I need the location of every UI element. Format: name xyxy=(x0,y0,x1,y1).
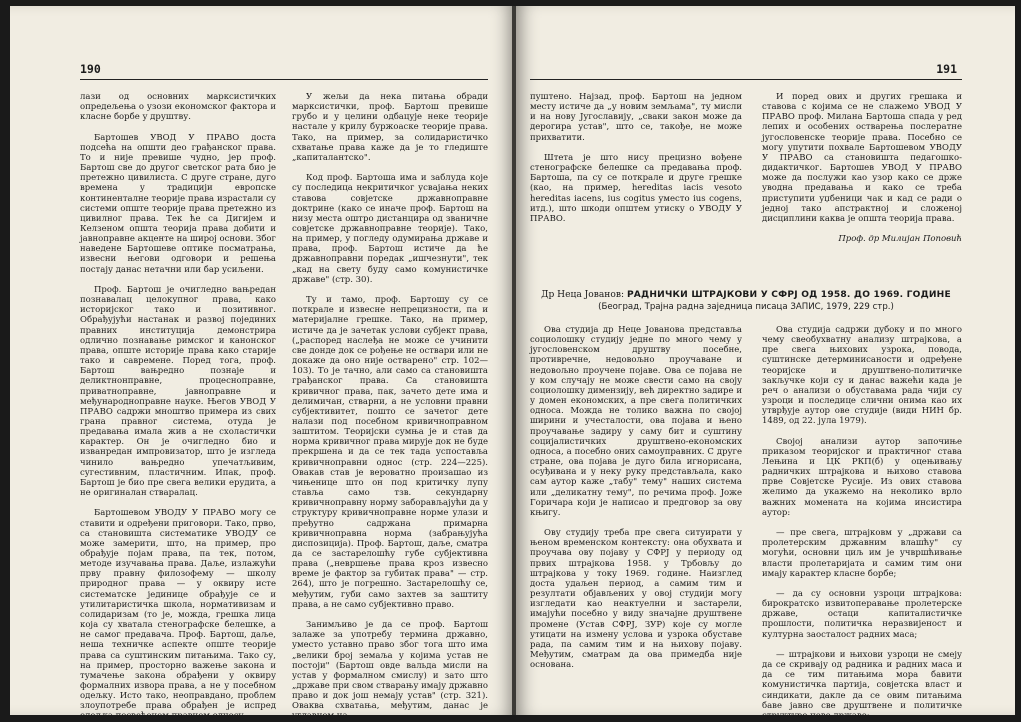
paragraph: У жељи да нека питања обради марксистички, проф. Бартош превише грубо и у целини одбацује неке теорије настале у крилу буржоаске теорије права. Тако, на пример, за солидаристичко схватање права каже да је то гледиште „капиталантско". xyxy=(292,92,488,163)
review-publication: (Београд, Трајна радна заједница писаца ЗАПИС, 1979, 229 стр.) xyxy=(598,301,894,312)
right-top-column-2 xyxy=(762,92,962,244)
paragraph: Бартошевом УВОДУ У ПРАВО могу се ставити и одређени приговори. Тако, прво, са становишта систематике УВОДУ се може замерити, што, на пример, про обрађује појам права, па тек, потом, методе изучавања права. Даље, излажући прву правну филозофему — школу природног права — у оквиру исте систематске јединице обрађује се и утилитаристичка школа, нормативизам и солидаризам (то је, можда, грешка лица која су хватала стенографске белешке, а не самог предавача. Проф. Бартош, даље, неша техничке аспекте опште теорије права са суштинским питањима. Тако су, на пример, просторно важење закона и тумачење закона обрађени у оквиру формалних извора права, а не у посебном одељку. Исто тако, неоправдано, проблем злоупотребе права обрађен је испред одељка посвећеном правном односу. xyxy=(80,508,276,722)
review-heading xyxy=(530,290,962,313)
header-rule xyxy=(530,79,962,80)
paragraph: И поред ових и других грешака и ставова с којима се не слажемо УВОД У ПРАВО проф. Милана Бартоша спада у ред лепих и особених остварења послератне југословенске теорије права. Посебно се могу упутити похвале Бартошевом УВОДУ У ПРАВО са становишта педагошко-дидактичког. Бартошев УВОД У ПРАВО може да послужи као узор како се држе уводна предавања и како се треба приступити уџбеници чак и кад се ради о једној тако апстрактној и сложеној дисциплини каква је општа теорија права. xyxy=(762,92,962,224)
page-number: 191 xyxy=(936,62,957,76)
paragraph: Бартошев УВОД У ПРАВО доста подсећа на општи део грађанског права. То и није превише чудно, јер проф. Бартош све до другог светског рата био је претежно цивилиста. С друге стране, дуго времена у традицији европске континенталне теорије права израстали су системи опште теорије права претежно из цивилног права. Тек ће са Дигијем и Келзеном општа теорија права добити и јавноправне акценте на широј основи. Због наведене Бартошеве оптике посматрања, извесни његови одговори и решења постају данас нетачни или бар усиљени. xyxy=(80,132,277,275)
paragraph: пуштено. Најзад, проф. Бартош на једном месту истиче да „у новим земљама", ту мисли и на нову Југославију, „сваки закон може да дерогира устав", што се, такође, не може прихватити. xyxy=(530,92,742,143)
review-title: РАДНИЧКИ ШТРАЈКОВИ У СФРЈ ОД 1958. ДО 1969. ГОДИНЕ xyxy=(626,290,951,300)
right-page xyxy=(516,6,1015,721)
paragraph: Проф. Бартош је очигледно вањредан познавалац целокупног права, како историјског тако и позитивног. Обрађујући настанак и развој појединих правних институција демонстрира одлично познавање римског и канонског права, опште историје права како старије тако и савремене. Поред тога, проф. Бартош вањредно познаје и деликтнонправне, процесноправне, приватноправне, јавноправне и међународноправне науке. Његов УВОД У ПРАВО садржи мноштво примера из свих грана правног система, отуда је предавања имала жив а не схоластички карактер. Он је очигледно био и изванредан импровизатор, што је изгледа чинило вањредно упечатљивим, сугестивним, пластичним. Ипак, проф. Бартош је био пре свега велики ерудита, а не оригиналан стваралац. xyxy=(80,284,276,499)
paragraph: Ова студија садржи дубоку и по много чему свеобухватну анализу штрајкова, а пре свега њихових узрока, повода, суштинске детерминисаности и одређене теоријске и друштвено-политичке закључке који су и данас важећи када је реч о анализи о обуставама рада чији су узроци и последице слични онима као их утврђује аутор ове студије (види НИН бр. 1489, од 22. јула 1979). xyxy=(762,325,962,427)
left-column-2 xyxy=(292,92,488,722)
right-bottom-column-1 xyxy=(530,325,742,670)
paragraph: лази од основних марксистичких опредељења о узози економског фактора и класне борбе у друштву. xyxy=(80,92,276,123)
paragraph: Занимљиво је да се проф. Бартош залаже за употребу термина државно, уместо уставно право због тога што има „велики број земаља у којима устав не постоји" (Бартош овде вальда мисли на устав у формалном смислу) и зато што „државе при свом стварању имају државно право и док још немају устав" (стр. 321). Оваква схватања, међутим, данас је углавном на- xyxy=(292,620,488,722)
paragraph: Својој анализи аутор започиње приказом теоријског и практичног става Лењина и ЦК РКП(б) у оцењивању радничких штрајкова и њихово ставова прве Совјетске Русије. Из ових ставова желимо да укажемо на неколико врло важних момената на којима инсистира аутор: xyxy=(762,436,962,518)
paragraph: — пре свега, штрајковм у „држави са пролетерским државним влашћу" су могући, основни циљ им је учвршћивање власти пролетаријата и самим тим они имају карактер класне борбе; xyxy=(762,528,962,579)
review-author: Др Неца Јованов: xyxy=(541,290,625,300)
paragraph: Ту и тамо, проф. Бартошу су се поткрале и извесне непрецизности, па и материјалне грешке. Тако, на пример, истиче да је зачетак услови субјект права, („распоред наслеђа не може се учинити све донде док се рођење не оствари или не докаже да оно није остварено" стр. 102—103). То је тачно, али само са становишта грађанског права. Са становишта кривичног права, пак, зачето дете има и делимичан, стварни, а не условни правни субјективитет, пошто се зачетог дете налази под посебном кривичноправном заштитом. Теоријски сумња је и став да норма кривичног права мирује док не буде прекршена и да се тек тада успоставља кривичноправни однос (стр. 224—225). Овакав став је вероватно произашао из чињенице што он под критичку лупу ставља само тзв. секундарну кривичноправну норму заборављајући да у структуру кривичноправне норме улази и пређутно садржана примарна кривичноправна норма (забрањујућа диспозиција). Проф. Бартош, даље, сматра да се застарелошћу губе субјективна права („невршење права кроз извесно време је фактор за губитак права" — стр. 264), што је погрешно. Застарелошћу се, међутим, губи само захтев за заштиту права, а не само субјективно право. xyxy=(292,295,488,610)
right-top-column-1 xyxy=(530,92,742,224)
paragraph: Код проф. Бартоша има и заблуда које су последица некритичког усвајања неких ставова совјетске државноправне доктрине (како се иначе проф. Бартош на низу места оштро дистанцира од званичне совјетске државноправне теорије). Тако, на пример, у погледу одумирања државе и права, проф. Бартош истиче да ће државноправни поредак „ишчезнути", тек „кад на свету буду само комунистичке државе" (стр. 30). xyxy=(292,173,488,285)
review-signature: Проф. др Милијан Поповић xyxy=(838,234,962,245)
left-page xyxy=(10,6,514,722)
page-number: 190 xyxy=(80,62,101,76)
paragraph: — да су основни узроци штрајкова: бирократско извитоперавање пролетерске државе, остаци капиталистичке прошлости, политичка неразвијеност и културна заосталост радних маса; xyxy=(762,589,962,640)
right-bottom-column-2 xyxy=(762,325,962,721)
paragraph: Штета је што нису прецизно вођене стенографске белешке са предавања проф. Бартоша, па су се поткрале и друге грешке (као, на пример, hereditas iacis vesoto hereditas iacens, ius cogitus уместо ius cogens, итд.), што шкоди општем утиску о УВОДУ У ПРАВО. xyxy=(530,152,742,224)
paragraph: Ова студија др Неце Јованова представља социолошку студију једне по много чему у југословенском друштву посебне, противречне, недовољно проучаване и недовољно проучене појаве. Ова се појава не у ком случају не може свести само на своју социолошку димензију, већ директно задире и у домен економских, а пре свега политичких односа. Можда не толико важна по својој ширини и учесталости, ова појава и њено проучавање задиру у саму бит и суштину социјалистичких друштвено-економских односа, а посебно оних самоуправних. С друге стране, ова појава је дуго била игнорисана, осуђивана и у неку руку представљала, како сам аутор каже „табу" тему" наших система или „деликатну тему", по речима проф. Јоже Горичара који је написао и предговор за ову књигу. xyxy=(530,325,742,518)
paragraph: — штрајкови и њихови узроци не смеју да се скривају од радника и радних маса и да се тим питањима мора бавити комунистичка партија, совјетска власт и синдикати, дакле да се овим питањима баве јавно све друштвене и политичке структуре нове државе; xyxy=(762,649,962,721)
paragraph: Ову студију треба пре свега ситуирати у њеном временском контексту: она обухвата и проучава ову појаву у СФРЈ у периоду од првих штрајкова 1958. у Трбовљу до штрајкова у току 1969. године. Наизглед доста удаљен период, а самим тим и резултати објављених у овој студији могу изгледати као неактуелни и застарели, имајући посебно у виду значајне друштвене промене (Устав СФРЈ, ЗУР) које су могле утицати на измену услова и узрока обуставе рада, па самим тим и на њихову појаву. Међутим, сматрам да ова примедба није основана. xyxy=(530,528,742,671)
header-rule xyxy=(80,79,488,80)
left-column-1 xyxy=(80,92,276,722)
